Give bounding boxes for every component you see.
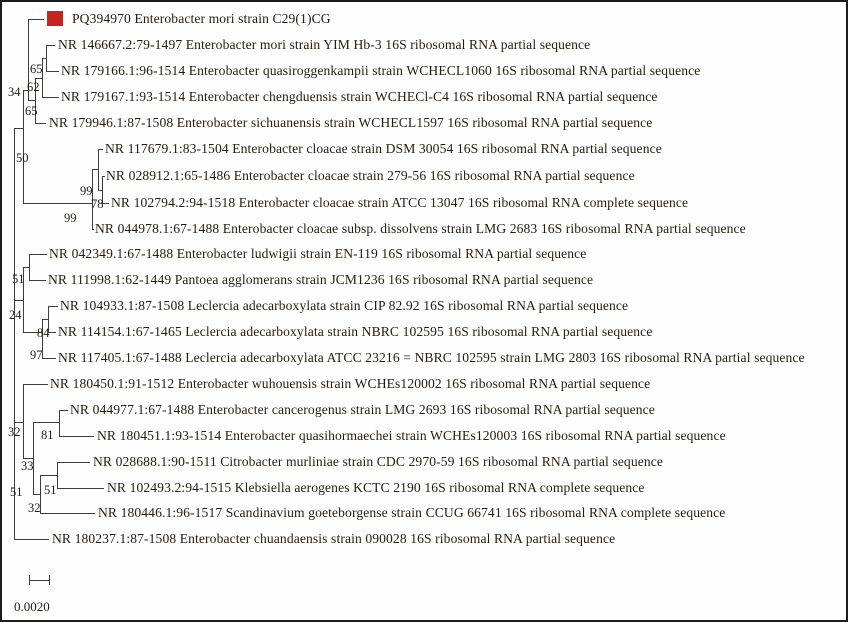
bootstrap-value: 33	[21, 459, 34, 473]
bootstrap-value: 99	[80, 184, 93, 198]
taxon-label: NR 042349.1:67-1488 Enterobacter ludwigii strain EN-119 16S ribosomal RNA partial sequence	[49, 246, 587, 261]
branch-line-horizontal	[46, 71, 59, 72]
branch-line-horizontal	[14, 539, 49, 540]
taxon-label: NR 179166.1:96-1514 Enterobacter quasiroggenkampii strain WCHECL1060 16S ribosomal RNA partial sequence	[61, 63, 701, 78]
scale-bar-tick-left	[29, 575, 30, 585]
bootstrap-value: 97	[30, 348, 43, 362]
branch-line-vertical	[29, 254, 30, 280]
taxon-label: NR 117405.1:67-1488 Leclercia adecarboxylata ATCC 23216 = NBRC 102595 strain LMG 2803 16S ribosomal RNA partial sequence	[58, 350, 805, 365]
scale-bar-label: 0.0020	[14, 599, 50, 614]
taxon-label: NR 044977.1:67-1488 Enterobacter cancerogenus strain LMG 2693 16S ribosomal RNA partial sequence	[70, 402, 655, 417]
bootstrap-value: 84	[37, 326, 50, 340]
taxon-label: NR 044978.1:67-1488 Enterobacter cloacae subsp. dissolvens strain LMG 2683 16S ribosomal RNA partial sequence	[95, 221, 746, 236]
bootstrap-value: 32	[28, 501, 41, 515]
branch-line-horizontal	[23, 203, 92, 204]
taxon-label: NR 028912.1:65-1486 Enterobacter cloacae strain 279-56 16S ribosomal RNA partial sequence	[106, 168, 635, 183]
taxon-label: NR 180451.1:93-1514 Enterobacter quasihormaechei strain WCHEs120003 16S ribosomal RNA partial sequence	[97, 428, 726, 443]
taxon-label: PQ394970 Enterobacter mori strain C29(1)CG	[72, 11, 331, 26]
branch-line-horizontal	[14, 300, 23, 301]
branch-line-horizontal	[33, 422, 59, 423]
bootstrap-value: 65	[25, 104, 38, 118]
branch-line-vertical	[57, 462, 58, 488]
branch-line-vertical	[46, 45, 47, 71]
taxon-label: NR 114154.1:67-1465 Leclercia adecarboxylata strain NBRC 102595 16S ribosomal RNA partial sequence	[58, 324, 653, 339]
branch-line-horizontal	[48, 306, 58, 307]
taxon-label: NR 180237.1:87-1508 Enterobacter chuandaensis strain 090028 16S ribosomal RNA partial sequence	[52, 531, 616, 546]
bootstrap-value: 50	[16, 151, 29, 165]
bootstrap-value: 32	[8, 425, 21, 439]
branch-line-vertical	[98, 149, 99, 190]
taxon-label: NR 180446.1:96-1517 Scandinavium goeteborgense strain CCUG 66741 16S ribosomal RNA complete sequence	[98, 505, 726, 520]
branch-line-horizontal	[59, 436, 94, 437]
bootstrap-value: 24	[9, 308, 22, 322]
branch-line-vertical	[23, 90, 24, 203]
branch-line-horizontal	[59, 410, 68, 411]
branch-line-horizontal	[23, 384, 48, 385]
bootstrap-value: 78	[91, 197, 104, 211]
branch-line-vertical	[33, 422, 34, 494]
bootstrap-value: 34	[8, 85, 21, 99]
branch-line-horizontal	[14, 422, 23, 423]
bootstrap-value: 62	[27, 80, 40, 94]
bootstrap-value: 51	[44, 483, 57, 497]
taxon-label: NR 146667.2:79-1497 Enterobacter mori strain YIM Hb-3 16S ribosomal RNA partial sequence	[58, 37, 591, 52]
branch-line-horizontal	[29, 254, 47, 255]
query-highlight-marker	[47, 11, 63, 26]
bootstrap-value: 65	[30, 62, 43, 76]
bootstrap-value: 81	[41, 428, 54, 442]
branch-line-horizontal	[42, 97, 59, 98]
branch-line-horizontal	[40, 475, 57, 476]
taxon-label: NR 102794.2:94-1518 Enterobacter cloacae strain ATCC 13047 16S ribosomal RNA complete sequence	[111, 195, 689, 210]
branch-line-horizontal	[35, 78, 42, 79]
branch-line-horizontal	[46, 45, 55, 46]
branch-line-vertical	[23, 384, 24, 458]
branch-line-horizontal	[28, 100, 35, 101]
branch-line-horizontal	[35, 123, 46, 124]
branch-line-horizontal	[33, 494, 40, 495]
taxon-label: NR 179167.1:93-1514 Enterobacter chengduensis strain WCHECl-C4 16S ribosomal RNA partial sequence	[61, 89, 658, 104]
taxon-label: NR 028688.1:90-1511 Citrobacter murliniae strain CDC 2970-59 16S ribosomal RNA partial sequence	[93, 454, 664, 469]
branch-line-horizontal	[29, 280, 46, 281]
taxon-label: NR 111998.1:62-1449 Pantoea agglomerans strain JCM1236 16S ribosomal RNA partial sequence	[48, 272, 594, 287]
taxon-label: NR 117679.1:83-1504 Enterobacter cloacae strain DSM 30054 16S ribosomal RNA partial sequence	[105, 141, 662, 156]
bootstrap-value: 99	[64, 211, 77, 225]
taxon-label: NR 179946.1:87-1508 Enterobacter sichuanensis strain WCHECL1597 16S ribosomal RNA partial sequence	[49, 115, 653, 130]
branch-line-horizontal	[28, 19, 44, 20]
taxon-label: NR 102493.2:94-1515 Klebsiella aerogenes KCTC 2190 16S ribosomal RNA complete sequence	[107, 480, 645, 495]
taxon-label: NR 180450.1:91-1512 Enterobacter wuhouensis strain WCHEs120002 16S ribosomal RNA partial sequence	[50, 376, 651, 391]
bootstrap-value: 51	[10, 485, 23, 499]
branch-line-vertical	[59, 410, 60, 436]
taxon-label: NR 104933.1:87-1508 Leclercia adecarboxylata strain CIP 82.92 16S ribosomal RNA partial sequence	[60, 298, 629, 313]
branch-line-horizontal	[42, 358, 56, 359]
branch-line-horizontal	[57, 462, 90, 463]
scale-bar-line	[29, 580, 49, 581]
bootstrap-value: 51	[12, 272, 25, 286]
branch-line-horizontal	[92, 229, 94, 230]
branch-line-horizontal	[14, 128, 23, 129]
branch-line-vertical	[14, 128, 15, 539]
scale-bar-tick-right	[49, 575, 50, 585]
branch-line-horizontal	[57, 488, 104, 489]
branch-line-horizontal	[40, 513, 95, 514]
